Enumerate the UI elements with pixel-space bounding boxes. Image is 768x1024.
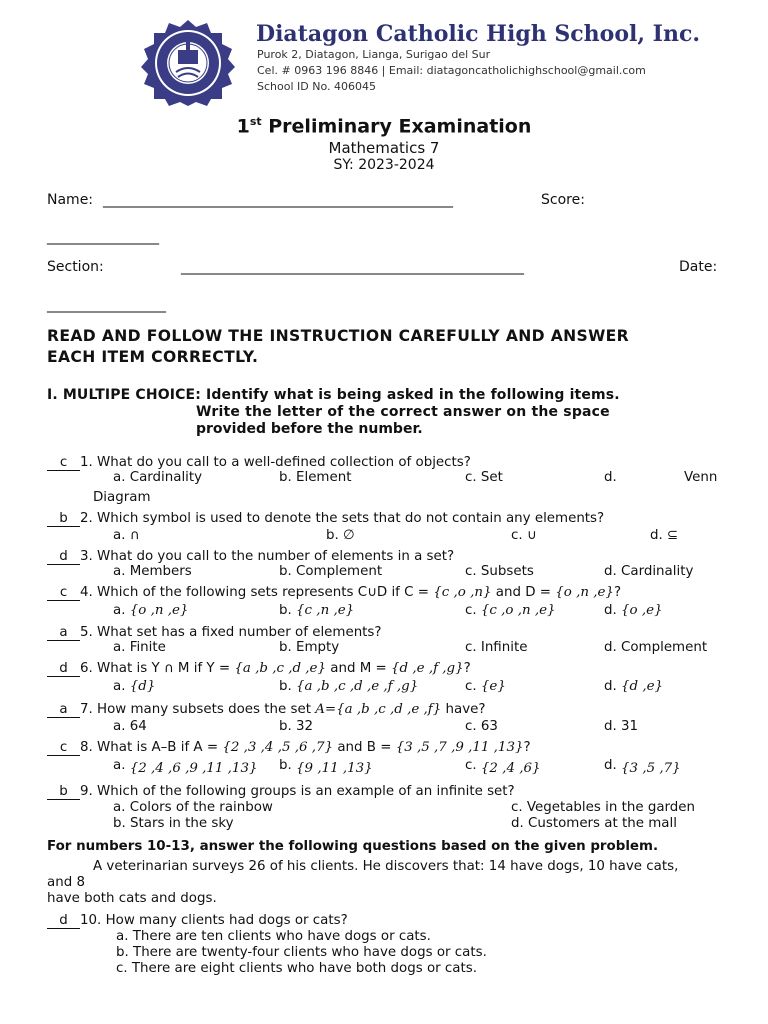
question-number: 2.	[80, 511, 93, 526]
option-letter: d.	[604, 758, 617, 773]
question-8	[47, 740, 531, 756]
question-text-end: ?	[523, 740, 531, 755]
question-2	[47, 511, 604, 527]
score-field[interactable]: ________________	[47, 229, 159, 245]
set-m: {d ,e ,f ,g}	[391, 661, 464, 676]
question-text: How many subsets does the set	[97, 702, 311, 717]
option-letter: a.	[113, 603, 126, 618]
question-number: 9.	[80, 784, 93, 799]
answer-blank-6[interactable]: d	[47, 661, 80, 677]
option-set: {c ,o ,n ,e}	[480, 603, 556, 618]
exam-subject: Mathematics 7	[328, 139, 440, 157]
option-letter: d.	[604, 679, 617, 694]
school-address: Purok 2, Diatagon, Lianga, Surigao del Sur	[257, 48, 491, 61]
question-text: What is Y ∩ M if Y =	[97, 661, 231, 676]
option-letter: b.	[279, 603, 292, 618]
part1-heading-line2: Write the letter of the correct answer on the space	[196, 404, 610, 420]
answer-blank-5[interactable]: a	[47, 625, 80, 641]
option-letter: a.	[113, 679, 126, 694]
exam-title-sup: st	[249, 115, 262, 128]
answer-blank-8[interactable]: c	[47, 740, 80, 756]
option-5c: c. Infinite	[465, 640, 528, 655]
question-6	[47, 661, 471, 677]
option-5b: b. Empty	[279, 640, 340, 655]
option-letter: b.	[279, 679, 292, 694]
question-10	[47, 913, 348, 929]
school-name: Diatagon Catholic High School, Inc.	[256, 21, 701, 47]
date-field[interactable]: _________________	[47, 297, 166, 313]
option-2d: d. ⊆	[650, 528, 679, 543]
instruction-line-2: EACH ITEM CORRECTLY.	[47, 348, 259, 366]
option-1c: c. Set	[465, 470, 503, 485]
question-text-mid: and M =	[326, 661, 387, 676]
option-3b: b. Complement	[279, 564, 383, 579]
question-text-end: ?	[463, 661, 471, 676]
question-number: 7.	[80, 702, 93, 717]
set-b: {3 ,5 ,7 ,9 ,11 ,13}	[395, 740, 524, 755]
option-set: {o ,e}	[621, 603, 663, 618]
option-3c: c. Subsets	[465, 564, 534, 579]
name-field[interactable]: __________________________________________________	[103, 192, 453, 208]
option-letter: d.	[604, 603, 617, 618]
answer-blank-4[interactable]: c	[47, 585, 80, 601]
option-1d: d.	[604, 470, 617, 485]
question-text: Which symbol is used to denote the sets that do not contain any elements?	[97, 511, 605, 526]
option-6b	[279, 679, 418, 694]
option-letter: c.	[465, 758, 477, 773]
question-number: 5.	[80, 625, 93, 640]
option-set: {9 ,11 ,13}	[296, 761, 373, 776]
option-3a: a. Members	[113, 564, 192, 579]
instruction-line-1: READ AND FOLLOW THE INSTRUCTION CAREFULLY AND ANSWER	[47, 327, 630, 345]
option-9d: d. Customers at the mall	[511, 816, 677, 831]
option-7a: a. 64	[113, 719, 147, 734]
problem-text-line1: A veterinarian surveys 26 of his clients. He discovers that: 14 have dogs, 10 have cats,	[93, 859, 679, 874]
option-1d-text: Venn	[684, 470, 718, 485]
question-1	[47, 455, 471, 471]
option-8a	[113, 758, 258, 776]
question-text: What set has a fixed number of elements?	[97, 625, 382, 640]
exam-title-text: Preliminary Examination	[261, 115, 532, 138]
set-a: A={a ,b ,c ,d ,e ,f}	[315, 702, 442, 717]
option-8c	[465, 758, 541, 776]
question-number: 8.	[80, 740, 93, 755]
question-3	[47, 549, 454, 565]
option-4b	[279, 603, 354, 618]
question-text: What do you call to the number of elements in a set?	[97, 549, 455, 564]
option-6c	[465, 679, 506, 694]
section-label: Section:	[47, 259, 104, 275]
exam-title-number: 1	[236, 115, 250, 138]
question-number: 4.	[80, 585, 93, 600]
option-8b	[279, 758, 373, 776]
option-set: {3 ,5 ,7}	[621, 761, 681, 776]
option-1a: a. Cardinality	[113, 470, 203, 485]
option-2c: c. ∪	[511, 528, 537, 543]
option-set: {d ,e}	[621, 679, 664, 694]
answer-blank-9[interactable]: b	[47, 784, 80, 800]
question-text-mid: and D =	[491, 585, 551, 600]
option-set: {d}	[129, 679, 156, 694]
answer-blank-10[interactable]: d	[47, 913, 80, 929]
option-4d	[604, 603, 663, 618]
question-number: 6.	[80, 661, 93, 676]
section-field[interactable]: _________________________________________________	[181, 259, 524, 275]
option-7c: c. 63	[465, 719, 498, 734]
school-seal	[138, 20, 238, 106]
answer-blank-3[interactable]: d	[47, 549, 80, 565]
option-set: {e}	[480, 679, 506, 694]
question-5	[47, 625, 382, 641]
part1-heading-line3: provided before the number.	[196, 421, 423, 437]
option-1d-text-cont: Diagram	[93, 490, 151, 505]
option-letter: c.	[465, 679, 477, 694]
name-label: Name:	[47, 192, 94, 208]
question-text-mid: and B =	[333, 740, 392, 755]
question-text: How many clients had dogs or cats?	[105, 913, 348, 928]
problem-heading: For numbers 10-13, answer the following questions based on the given problem.	[47, 839, 659, 854]
option-set: {o ,n ,e}	[129, 603, 189, 618]
option-10c: c. There are eight clients who have both dogs or cats.	[116, 961, 477, 976]
option-set: {2 ,4 ,6}	[480, 761, 541, 776]
school-id: School ID No. 406045	[257, 80, 376, 93]
question-7	[47, 702, 485, 718]
option-1b: b. Element	[279, 470, 352, 485]
option-9c: c. Vegetables in the garden	[511, 800, 696, 815]
option-4a	[113, 603, 188, 618]
question-text-end: have?	[441, 702, 486, 717]
score-label: Score:	[541, 192, 585, 208]
set-y: {a ,b ,c ,d ,e}	[234, 661, 327, 676]
option-letter: b.	[279, 758, 292, 773]
option-4c	[465, 603, 556, 618]
date-label: Date:	[679, 259, 718, 275]
option-3d: d. Cardinality	[604, 564, 694, 579]
question-text: What is A–B if A =	[97, 740, 219, 755]
set-d: {o ,n ,e}	[555, 585, 614, 600]
part1-heading-line1: I. MULTIPE CHOICE: Identify what is being asked in the following items.	[47, 387, 620, 403]
exam-title	[0, 115, 768, 137]
set-a: {2 ,3 ,4 ,5 ,6 ,7}	[222, 740, 334, 755]
option-set: {a ,b ,c ,d ,e ,f ,g}	[296, 679, 419, 694]
option-7d: d. 31	[604, 719, 639, 734]
option-2a: a. ∩	[113, 528, 140, 543]
answer-blank-1[interactable]: c	[47, 455, 80, 471]
set-c: {c ,o ,n}	[433, 585, 492, 600]
option-6d	[604, 679, 663, 694]
option-7b: b. 32	[279, 719, 314, 734]
option-6a	[113, 679, 155, 694]
problem-text-line2: and 8	[47, 875, 85, 890]
option-10a: a. There are ten clients who have dogs or cats.	[116, 929, 431, 944]
option-letter: a.	[113, 758, 126, 773]
question-9	[47, 784, 515, 800]
question-number: 3.	[80, 549, 93, 564]
question-text: Which of the following groups is an example of an infinite set?	[97, 784, 515, 799]
problem-text-line3: have both cats and dogs.	[47, 891, 217, 906]
answer-blank-7[interactable]: a	[47, 702, 80, 718]
option-5d: d. Complement	[604, 640, 708, 655]
option-letter: c.	[465, 603, 477, 618]
question-text: Which of the following sets represents C∪D if C =	[97, 585, 429, 600]
question-text: What do you call to a well-defined collection of objects?	[97, 455, 471, 470]
question-number: 1.	[80, 455, 93, 470]
question-text-end: ?	[613, 585, 622, 600]
option-5a: a. Finite	[113, 640, 166, 655]
option-10b: b. There are twenty-four clients who have dogs or cats.	[116, 945, 487, 960]
option-set: {2 ,4 ,6 ,9 ,11 ,13}	[129, 761, 258, 776]
option-set: {c ,n ,e}	[296, 603, 355, 618]
exam-school-year: SY: 2023-2024	[333, 157, 435, 173]
option-2b: b. ∅	[326, 528, 355, 543]
option-9b: b. Stars in the sky	[113, 816, 234, 831]
option-9a: a. Colors of the rainbow	[113, 800, 273, 815]
question-4	[47, 585, 621, 601]
option-8d	[604, 758, 681, 776]
answer-blank-2[interactable]: b	[47, 511, 80, 527]
question-number: 10.	[80, 913, 102, 928]
school-contact: Cel. # 0963 196 8846 | Email: diatagoncatholichighschool@gmail.com	[257, 64, 646, 77]
